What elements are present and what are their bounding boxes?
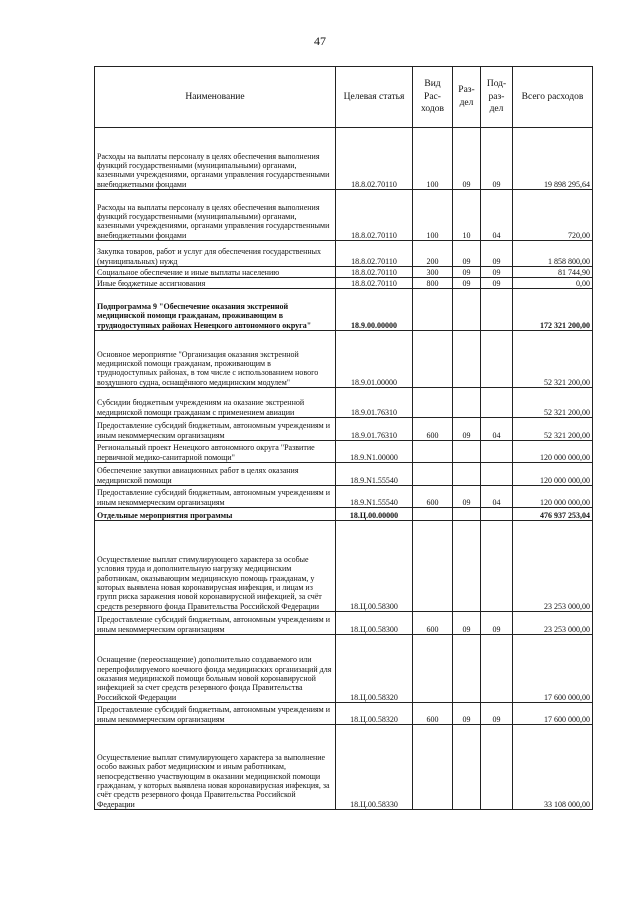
- cell-name: Субсидии бюджетным учреждениям на оказание экстренной медицинской помощи гражданам с применением авиации: [95, 388, 336, 418]
- cell-name: Предоставление субсидий бюджетным, автономным учреждениям и иным некоммерческим организациям: [95, 612, 336, 635]
- table-row: [95, 441, 593, 463]
- cell-article: 18.Ц.00.58320: [336, 703, 413, 725]
- budget-table: [94, 66, 593, 810]
- cell-name: Основное мероприятие "Организация оказания экстренной медицинской помощи гражданам, проживающим в труднодоступных районах, в том числе с использованием нового воздушного судна, оснащённого медицинским модулем": [95, 331, 336, 388]
- cell-article: 18.8.02.70110: [336, 241, 413, 267]
- cell-name: Осуществление выплат стимулирующего характера за особые условия труда и дополнительную нагрузку медицинским работникам, оказывающим медицинскую помощь гражданам, у которых выявлена новая коронавирусная инфекция, и лицам из групп риска заражения новой коронавирусной инфекцией, за счёт средств резервного фонда Правительства Российской Федерации: [95, 521, 336, 612]
- cell-subsection: [481, 388, 513, 418]
- cell-type: [413, 289, 453, 331]
- cell-section: [453, 289, 481, 331]
- cell-article: 18.9.00.00000: [336, 289, 413, 331]
- cell-total: 1 858 800,00: [513, 241, 593, 267]
- cell-name: Закупка товаров, работ и услуг для обеспечения государственных (муниципальных) нужд: [95, 241, 336, 267]
- cell-subsection: [481, 441, 513, 463]
- cell-total: 23 253 000,00: [513, 612, 593, 635]
- cell-name: Отдельные мероприятия программы: [95, 508, 336, 521]
- cell-article: 18.8.02.70110: [336, 267, 413, 278]
- table-row: [95, 725, 593, 810]
- cell-total: 19 898 295,64: [513, 128, 593, 190]
- page-number: 47: [314, 34, 326, 48]
- header-section: Раз-дел: [453, 67, 481, 128]
- cell-section: [453, 725, 481, 810]
- cell-article: 18.Ц.00.58300: [336, 612, 413, 635]
- cell-type: 100: [413, 128, 453, 190]
- cell-total: 0,00: [513, 278, 593, 289]
- cell-name: Региональный проект Ненецкого автономного округа "Развитие первичной медико-санитарной помощи": [95, 441, 336, 463]
- cell-name: Предоставление субсидий бюджетным, автономным учреждениям и иным некоммерческим организациям: [95, 703, 336, 725]
- table-row: [95, 418, 593, 441]
- cell-type: [413, 441, 453, 463]
- cell-subsection: 04: [481, 418, 513, 441]
- cell-name: Расходы на выплаты персоналу в целях обеспечения выполнения функций государственными (муниципальными) органами, казенными учреждениями, органами управления государственными внебюджетными фондами: [95, 190, 336, 241]
- cell-section: [453, 463, 481, 486]
- table-row: [95, 635, 593, 703]
- cell-subsection: 04: [481, 190, 513, 241]
- cell-total: 172 321 200,00: [513, 289, 593, 331]
- cell-subsection: [481, 463, 513, 486]
- cell-article: 18.Ц.00.58330: [336, 725, 413, 810]
- cell-article: 18.9.N1.55540: [336, 463, 413, 486]
- cell-subsection: [481, 289, 513, 331]
- cell-type: 600: [413, 418, 453, 441]
- cell-subsection: 09: [481, 612, 513, 635]
- header-expense-type: Вид Рас-ходов: [413, 67, 453, 128]
- cell-subsection: 09: [481, 267, 513, 278]
- cell-type: 800: [413, 278, 453, 289]
- cell-type: 600: [413, 612, 453, 635]
- table-row: [95, 463, 593, 486]
- cell-section: 09: [453, 278, 481, 289]
- table-row: [95, 289, 593, 331]
- cell-name: Оснащение (переоснащение) дополнительно создаваемого или перепрофилируемого коечного фонда медицинских организаций для оказания медицинской помощи больным новой коронавирусной инфекцией за счет средств резервного фонда Правительства Российской Федерации: [95, 635, 336, 703]
- cell-article: 18.9.01.76310: [336, 388, 413, 418]
- table-row: [95, 331, 593, 388]
- cell-total: 720,00: [513, 190, 593, 241]
- cell-section: 09: [453, 486, 481, 508]
- table-row: [95, 278, 593, 289]
- cell-subsection: [481, 331, 513, 388]
- cell-section: 09: [453, 612, 481, 635]
- cell-article: 18.8.02.70110: [336, 278, 413, 289]
- cell-type: 600: [413, 486, 453, 508]
- cell-total: 23 253 000,00: [513, 521, 593, 612]
- cell-name: Предоставление субсидий бюджетным, автономным учреждениям и иным некоммерческим организациям: [95, 486, 336, 508]
- cell-total: 17 600 000,00: [513, 635, 593, 703]
- cell-section: [453, 331, 481, 388]
- cell-section: [453, 635, 481, 703]
- table-header-row: [95, 67, 593, 128]
- cell-name: Подпрограмма 9 "Обеспечение оказания экстренной медицинской помощи гражданам, проживающим в труднодоступных районах Ненецкого автономного округа": [95, 289, 336, 331]
- table-row: [95, 267, 593, 278]
- table-row: [95, 703, 593, 725]
- table-row: [95, 388, 593, 418]
- header-subsection: Под-раз-дел: [481, 67, 513, 128]
- cell-section: [453, 521, 481, 612]
- cell-total: 120 000 000,00: [513, 441, 593, 463]
- cell-article: 18.9.N1.55540: [336, 486, 413, 508]
- cell-section: 09: [453, 241, 481, 267]
- cell-type: [413, 463, 453, 486]
- cell-section: 09: [453, 703, 481, 725]
- cell-type: [413, 331, 453, 388]
- cell-article: 18.Ц.00.00000: [336, 508, 413, 521]
- cell-subsection: 09: [481, 128, 513, 190]
- table-row: [95, 128, 593, 190]
- cell-name: Обеспечение закупки авиационных работ в целях оказания медицинской помощи: [95, 463, 336, 486]
- header-name: Наименование: [95, 67, 336, 128]
- cell-article: 18.9.N1.00000: [336, 441, 413, 463]
- table-row: [95, 612, 593, 635]
- cell-section: 09: [453, 267, 481, 278]
- cell-name: Социальное обеспечение и иные выплаты населению: [95, 267, 336, 278]
- cell-type: 200: [413, 241, 453, 267]
- cell-subsection: [481, 521, 513, 612]
- table-row: [95, 486, 593, 508]
- cell-name: Расходы на выплаты персоналу в целях обеспечения выполнения функций государственными (муниципальными) органами, казенными учреждениями, органами управления государственными внебюджетными фондами: [95, 128, 336, 190]
- cell-total: 81 744,90: [513, 267, 593, 278]
- cell-article: 18.Ц.00.58320: [336, 635, 413, 703]
- cell-section: [453, 508, 481, 521]
- cell-subsection: 09: [481, 278, 513, 289]
- cell-article: 18.9.01.76310: [336, 418, 413, 441]
- cell-subsection: 09: [481, 703, 513, 725]
- cell-name: Предоставление субсидий бюджетным, автономным учреждениям и иным некоммерческим организациям: [95, 418, 336, 441]
- cell-article: 18.8.02.70110: [336, 190, 413, 241]
- cell-type: [413, 388, 453, 418]
- cell-type: [413, 635, 453, 703]
- cell-total: 33 108 000,00: [513, 725, 593, 810]
- cell-total: 120 000 000,00: [513, 463, 593, 486]
- cell-type: [413, 508, 453, 521]
- cell-type: [413, 521, 453, 612]
- cell-subsection: 04: [481, 486, 513, 508]
- cell-name: Иные бюджетные ассигнования: [95, 278, 336, 289]
- cell-total: 120 000 000,00: [513, 486, 593, 508]
- cell-section: [453, 441, 481, 463]
- cell-type: 600: [413, 703, 453, 725]
- table-row: [95, 241, 593, 267]
- cell-name: Осуществление выплат стимулирующего характера за выполнение особо важных работ медицинским и иным работникам, непосредственно участвующим в оказании медицинской помощи гражданам, у которых выявлена новая коронавирусная инфекция, за счёт средств резервного фонда Правительства Российской Федерации: [95, 725, 336, 810]
- cell-total: 476 937 253,04: [513, 508, 593, 521]
- cell-type: [413, 725, 453, 810]
- cell-article: 18.9.01.00000: [336, 331, 413, 388]
- cell-subsection: [481, 635, 513, 703]
- cell-article: 18.8.02.70110: [336, 128, 413, 190]
- cell-subsection: [481, 725, 513, 810]
- cell-section: 09: [453, 418, 481, 441]
- cell-total: 17 600 000,00: [513, 703, 593, 725]
- table-row: [95, 521, 593, 612]
- cell-section: 10: [453, 190, 481, 241]
- cell-type: 300: [413, 267, 453, 278]
- cell-article: 18.Ц.00.58300: [336, 521, 413, 612]
- header-target-article: Целевая статья: [336, 67, 413, 128]
- cell-subsection: 09: [481, 241, 513, 267]
- cell-section: 09: [453, 128, 481, 190]
- cell-type: 100: [413, 190, 453, 241]
- cell-total: 52 321 200,00: [513, 418, 593, 441]
- cell-total: 52 321 200,00: [513, 331, 593, 388]
- cell-total: 52 321 200,00: [513, 388, 593, 418]
- header-total: Всего расходов: [513, 67, 593, 128]
- cell-section: [453, 388, 481, 418]
- table-row: [95, 508, 593, 521]
- cell-subsection: [481, 508, 513, 521]
- table-row: [95, 190, 593, 241]
